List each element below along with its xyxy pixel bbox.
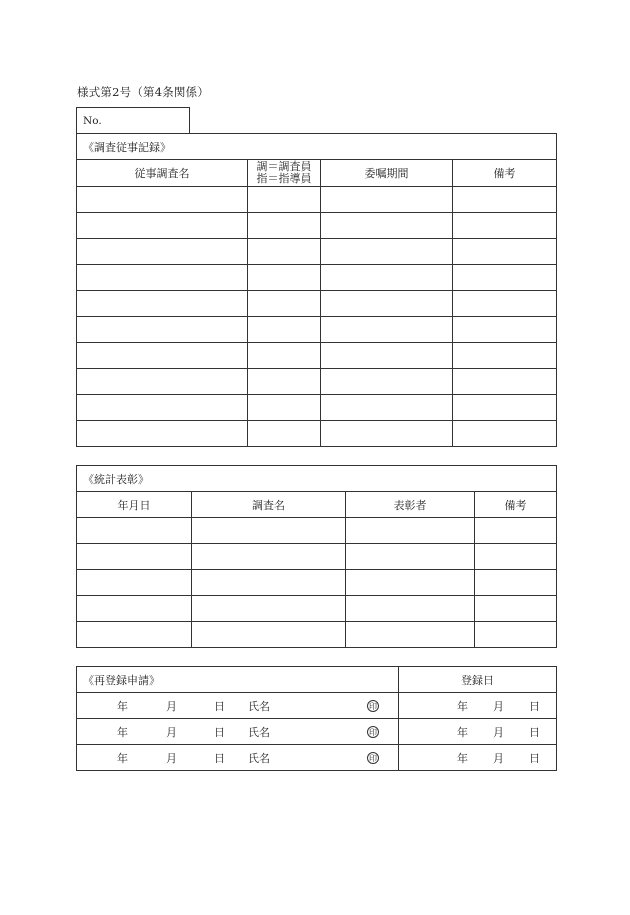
table-cell — [453, 317, 557, 343]
document-number-box — [76, 107, 190, 133]
name-label: 氏名 — [248, 699, 270, 713]
table-cell — [475, 544, 557, 570]
table-cell — [453, 265, 557, 291]
table-cell — [77, 265, 248, 291]
table-cell — [248, 213, 321, 239]
table-cell — [77, 343, 248, 369]
table-cell — [192, 518, 346, 544]
day-label: 日 — [529, 751, 540, 765]
table-cell — [248, 291, 321, 317]
table-row — [77, 187, 557, 213]
table-cell — [346, 622, 475, 648]
table-row — [77, 570, 557, 596]
year-label: 年 — [457, 725, 468, 739]
table-cell — [248, 239, 321, 265]
day-label: 日 — [214, 699, 225, 713]
table-cell — [346, 570, 475, 596]
table-cell — [321, 395, 453, 421]
table-cell — [192, 570, 346, 596]
table-cell — [346, 544, 475, 570]
table-cell — [77, 421, 248, 447]
table-row — [77, 213, 557, 239]
application-cell — [77, 693, 399, 719]
table-cell — [475, 518, 557, 544]
table-row — [77, 369, 557, 395]
registration-date-cell — [399, 693, 557, 719]
table-cell — [192, 544, 346, 570]
registration-date-cell — [399, 745, 557, 771]
role-header-line2: 指＝指導員 — [256, 172, 312, 185]
table-row — [77, 395, 557, 421]
survey-name-header: 従事調査名 — [77, 160, 248, 187]
registration-date-cell — [399, 719, 557, 745]
table-cell — [248, 317, 321, 343]
table-cell — [248, 343, 321, 369]
table-cell — [321, 291, 453, 317]
application-cell — [77, 745, 399, 771]
table-cell — [453, 421, 557, 447]
table-row — [77, 622, 557, 648]
table-row — [77, 421, 557, 447]
table-row — [77, 544, 557, 570]
year-label: 年 — [117, 751, 128, 765]
survey-record-table — [76, 133, 557, 447]
table-cell — [77, 570, 192, 596]
table-cell — [77, 213, 248, 239]
survey-record-section-label: 《調査従事記録》 — [77, 134, 557, 160]
month-label: 月 — [493, 699, 504, 713]
table-cell — [453, 187, 557, 213]
month-label: 月 — [166, 751, 177, 765]
role-header-line1: 調＝調査員 — [256, 160, 312, 173]
table-cell — [475, 570, 557, 596]
award-date-header: 年月日 — [77, 492, 192, 518]
document-number-label: No. — [83, 115, 102, 127]
awarder-header: 表彰者 — [346, 492, 475, 518]
table-cell — [475, 622, 557, 648]
table-cell — [321, 421, 453, 447]
table-cell — [248, 265, 321, 291]
year-label: 年 — [457, 699, 468, 713]
year-label: 年 — [117, 699, 128, 713]
table-cell — [77, 596, 192, 622]
table-cell — [321, 317, 453, 343]
table-cell — [77, 187, 248, 213]
table-row — [77, 693, 557, 719]
name-label: 氏名 — [248, 751, 270, 765]
role-header — [248, 160, 321, 187]
seal-icon: 印 — [369, 727, 377, 737]
table-row — [77, 317, 557, 343]
table-row — [77, 343, 557, 369]
table-cell — [321, 239, 453, 265]
day-label: 日 — [529, 699, 540, 713]
table-cell — [192, 622, 346, 648]
year-label: 年 — [457, 751, 468, 765]
table-cell — [192, 596, 346, 622]
table-row — [77, 265, 557, 291]
year-label: 年 — [117, 725, 128, 739]
table-row — [77, 239, 557, 265]
name-label: 氏名 — [248, 725, 270, 739]
appointment-period-header: 委嘱期間 — [321, 160, 453, 187]
table-cell — [453, 213, 557, 239]
month-label: 月 — [493, 751, 504, 765]
table-cell — [248, 395, 321, 421]
table-cell — [77, 239, 248, 265]
table-cell — [77, 291, 248, 317]
application-cell — [77, 719, 399, 745]
table-cell — [475, 596, 557, 622]
table-cell — [77, 369, 248, 395]
table-row — [77, 291, 557, 317]
award-survey-name-header: 調査名 — [192, 492, 346, 518]
table-cell — [77, 317, 248, 343]
seal-icon: 印 — [369, 701, 377, 711]
table-cell — [248, 187, 321, 213]
day-label: 日 — [529, 725, 540, 739]
table-cell — [77, 395, 248, 421]
table-cell — [453, 291, 557, 317]
table-row — [77, 719, 557, 745]
table-cell — [321, 187, 453, 213]
table-row — [77, 745, 557, 771]
table-cell — [321, 265, 453, 291]
registration-date-header: 登録日 — [399, 667, 557, 693]
awards-section-label: 《統計表彰》 — [77, 466, 557, 492]
table-row — [77, 518, 557, 544]
table-cell — [453, 395, 557, 421]
month-label: 月 — [166, 699, 177, 713]
reregistration-section-label: 《再登録申請》 — [77, 667, 399, 693]
table-cell — [77, 622, 192, 648]
table-cell — [346, 518, 475, 544]
month-label: 月 — [166, 725, 177, 739]
award-remarks-header: 備考 — [475, 492, 557, 518]
table-cell — [453, 343, 557, 369]
table-cell — [248, 421, 321, 447]
table-row — [77, 596, 557, 622]
table-cell — [453, 369, 557, 395]
awards-table — [76, 465, 557, 648]
table-cell — [77, 518, 192, 544]
reregistration-table — [76, 666, 557, 771]
table-cell — [453, 239, 557, 265]
table-cell — [321, 343, 453, 369]
table-cell — [346, 596, 475, 622]
day-label: 日 — [214, 725, 225, 739]
table-cell — [77, 544, 192, 570]
form-title: 様式第2号（第4条関係） — [77, 85, 210, 99]
month-label: 月 — [493, 725, 504, 739]
remarks-header: 備考 — [453, 160, 557, 187]
table-cell — [248, 369, 321, 395]
table-cell — [321, 369, 453, 395]
day-label: 日 — [214, 751, 225, 765]
seal-icon: 印 — [369, 753, 377, 763]
table-cell — [321, 213, 453, 239]
